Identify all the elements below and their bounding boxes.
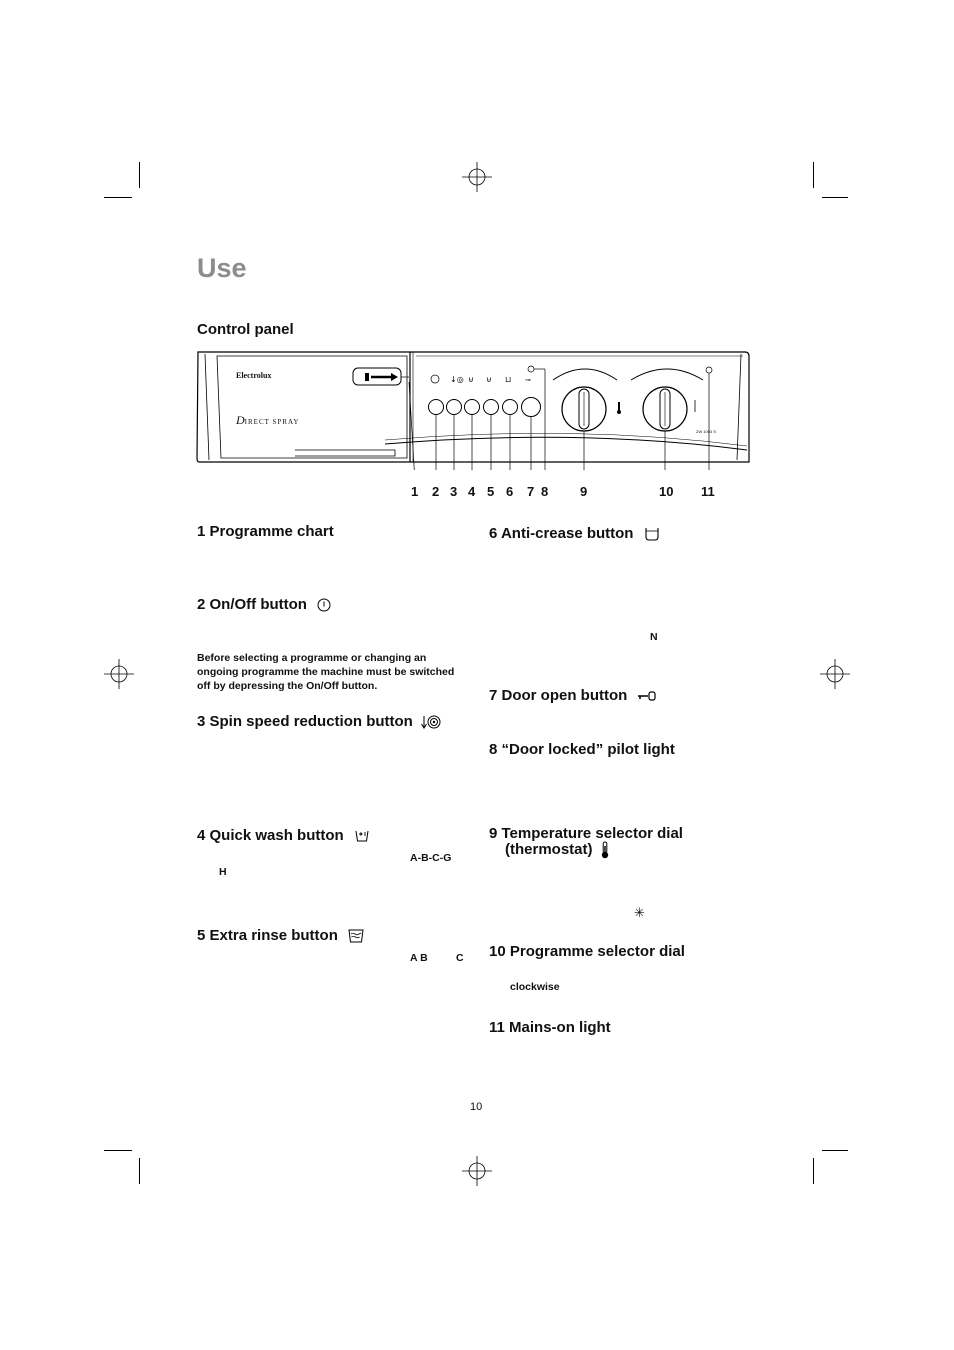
key-icon [637, 690, 657, 702]
panel-number: 5 [487, 484, 495, 499]
heading-text: 6 Anti-crease button [489, 525, 634, 542]
panel-number: 1 [411, 484, 419, 499]
temperature-heading [489, 826, 683, 859]
svg-text:⊍: ⊍ [486, 375, 492, 384]
panel-number: 9 [580, 484, 588, 499]
extra-rinse-c: C [456, 952, 464, 964]
panel-number: 11 [701, 484, 715, 499]
registration-mark-icon [462, 1156, 492, 1186]
spin-reduction-icon [421, 714, 441, 730]
registration-mark-icon [820, 659, 850, 689]
page-title: Use [197, 253, 247, 283]
extra-rinse-icon [348, 929, 364, 943]
power-icon [317, 598, 331, 612]
sub-brand-text: IRECT SPRAY [244, 418, 300, 426]
crop-mark [139, 1158, 140, 1184]
heading-text: 1 Programme chart [197, 523, 334, 540]
sub-brand-initial: D [236, 413, 245, 427]
control-panel-illustration [195, 350, 755, 470]
programme-chart-heading [197, 523, 334, 540]
panel-number: 2 [432, 484, 440, 499]
page-number: 10 [470, 1101, 483, 1113]
clockwise-text: clockwise [510, 981, 560, 993]
heading-text: 9 Temperature selector dial [489, 825, 683, 842]
brand-logo: Electrolux [236, 371, 272, 380]
panel-number: 7 [527, 484, 535, 499]
svg-text:⊸: ⊸ [525, 376, 531, 384]
model-code: ZW 1003 S [696, 429, 717, 434]
crop-mark [104, 1150, 132, 1151]
quick-wash-codes: A-B-C-G [410, 852, 452, 864]
heading-text: 2 On/Off button [197, 596, 307, 613]
anti-crease-n: N [650, 631, 658, 643]
spin-heading [197, 713, 441, 730]
heading-text: 5 Extra rinse button [197, 927, 338, 944]
heading-text: 7 Door open button [489, 687, 628, 704]
programme-selector-heading [489, 943, 685, 960]
quick-wash-heading [197, 827, 370, 844]
extra-rinse-ab: A B [410, 952, 428, 964]
svg-text:⊔: ⊔ [505, 375, 512, 384]
anti-crease-heading [489, 525, 660, 542]
heading-text: 8 “Door locked” pilot light [489, 741, 675, 758]
mains-light-heading [489, 1019, 611, 1036]
crop-mark [139, 162, 140, 188]
panel-number: 4 [468, 484, 476, 499]
registration-mark-icon [462, 162, 492, 192]
extra-rinse-heading [197, 927, 364, 944]
svg-text:↓◎: ↓◎ [450, 375, 464, 384]
crop-mark [822, 1150, 848, 1151]
registration-mark-icon [104, 659, 134, 689]
sub-brand-logo [236, 413, 299, 428]
heading-text: 3 Spin speed reduction button [197, 713, 413, 730]
svg-text:⊍: ⊍ [468, 375, 474, 384]
snowflake-icon: ✳ [634, 906, 645, 921]
anti-crease-icon [644, 527, 660, 541]
crop-mark [813, 1158, 814, 1184]
heading-text: 10 Programme selector dial [489, 943, 685, 960]
panel-number: 3 [450, 484, 458, 499]
on-off-heading [197, 596, 331, 613]
crop-mark [104, 197, 132, 198]
heading-text-line2: (thermostat) [505, 840, 593, 858]
quick-wash-icon [354, 829, 370, 843]
door-locked-heading [489, 741, 675, 758]
panel-number: 8 [541, 484, 549, 499]
heading-text: 11 Mains-on light [489, 1019, 611, 1036]
door-open-heading [489, 687, 657, 704]
on-off-note: Before selecting a programme or changing an ongoing programme the machine must be switched off by depressing the On/Off button. [197, 652, 455, 692]
panel-number: 10 [659, 484, 674, 499]
crop-mark [813, 162, 814, 188]
panel-number: 6 [506, 484, 514, 499]
heading-text: 4 Quick wash button [197, 827, 344, 844]
crop-mark [822, 197, 848, 198]
section-title: Control panel [197, 321, 294, 338]
quick-wash-h: H [219, 866, 227, 878]
thermometer-icon [600, 841, 610, 859]
